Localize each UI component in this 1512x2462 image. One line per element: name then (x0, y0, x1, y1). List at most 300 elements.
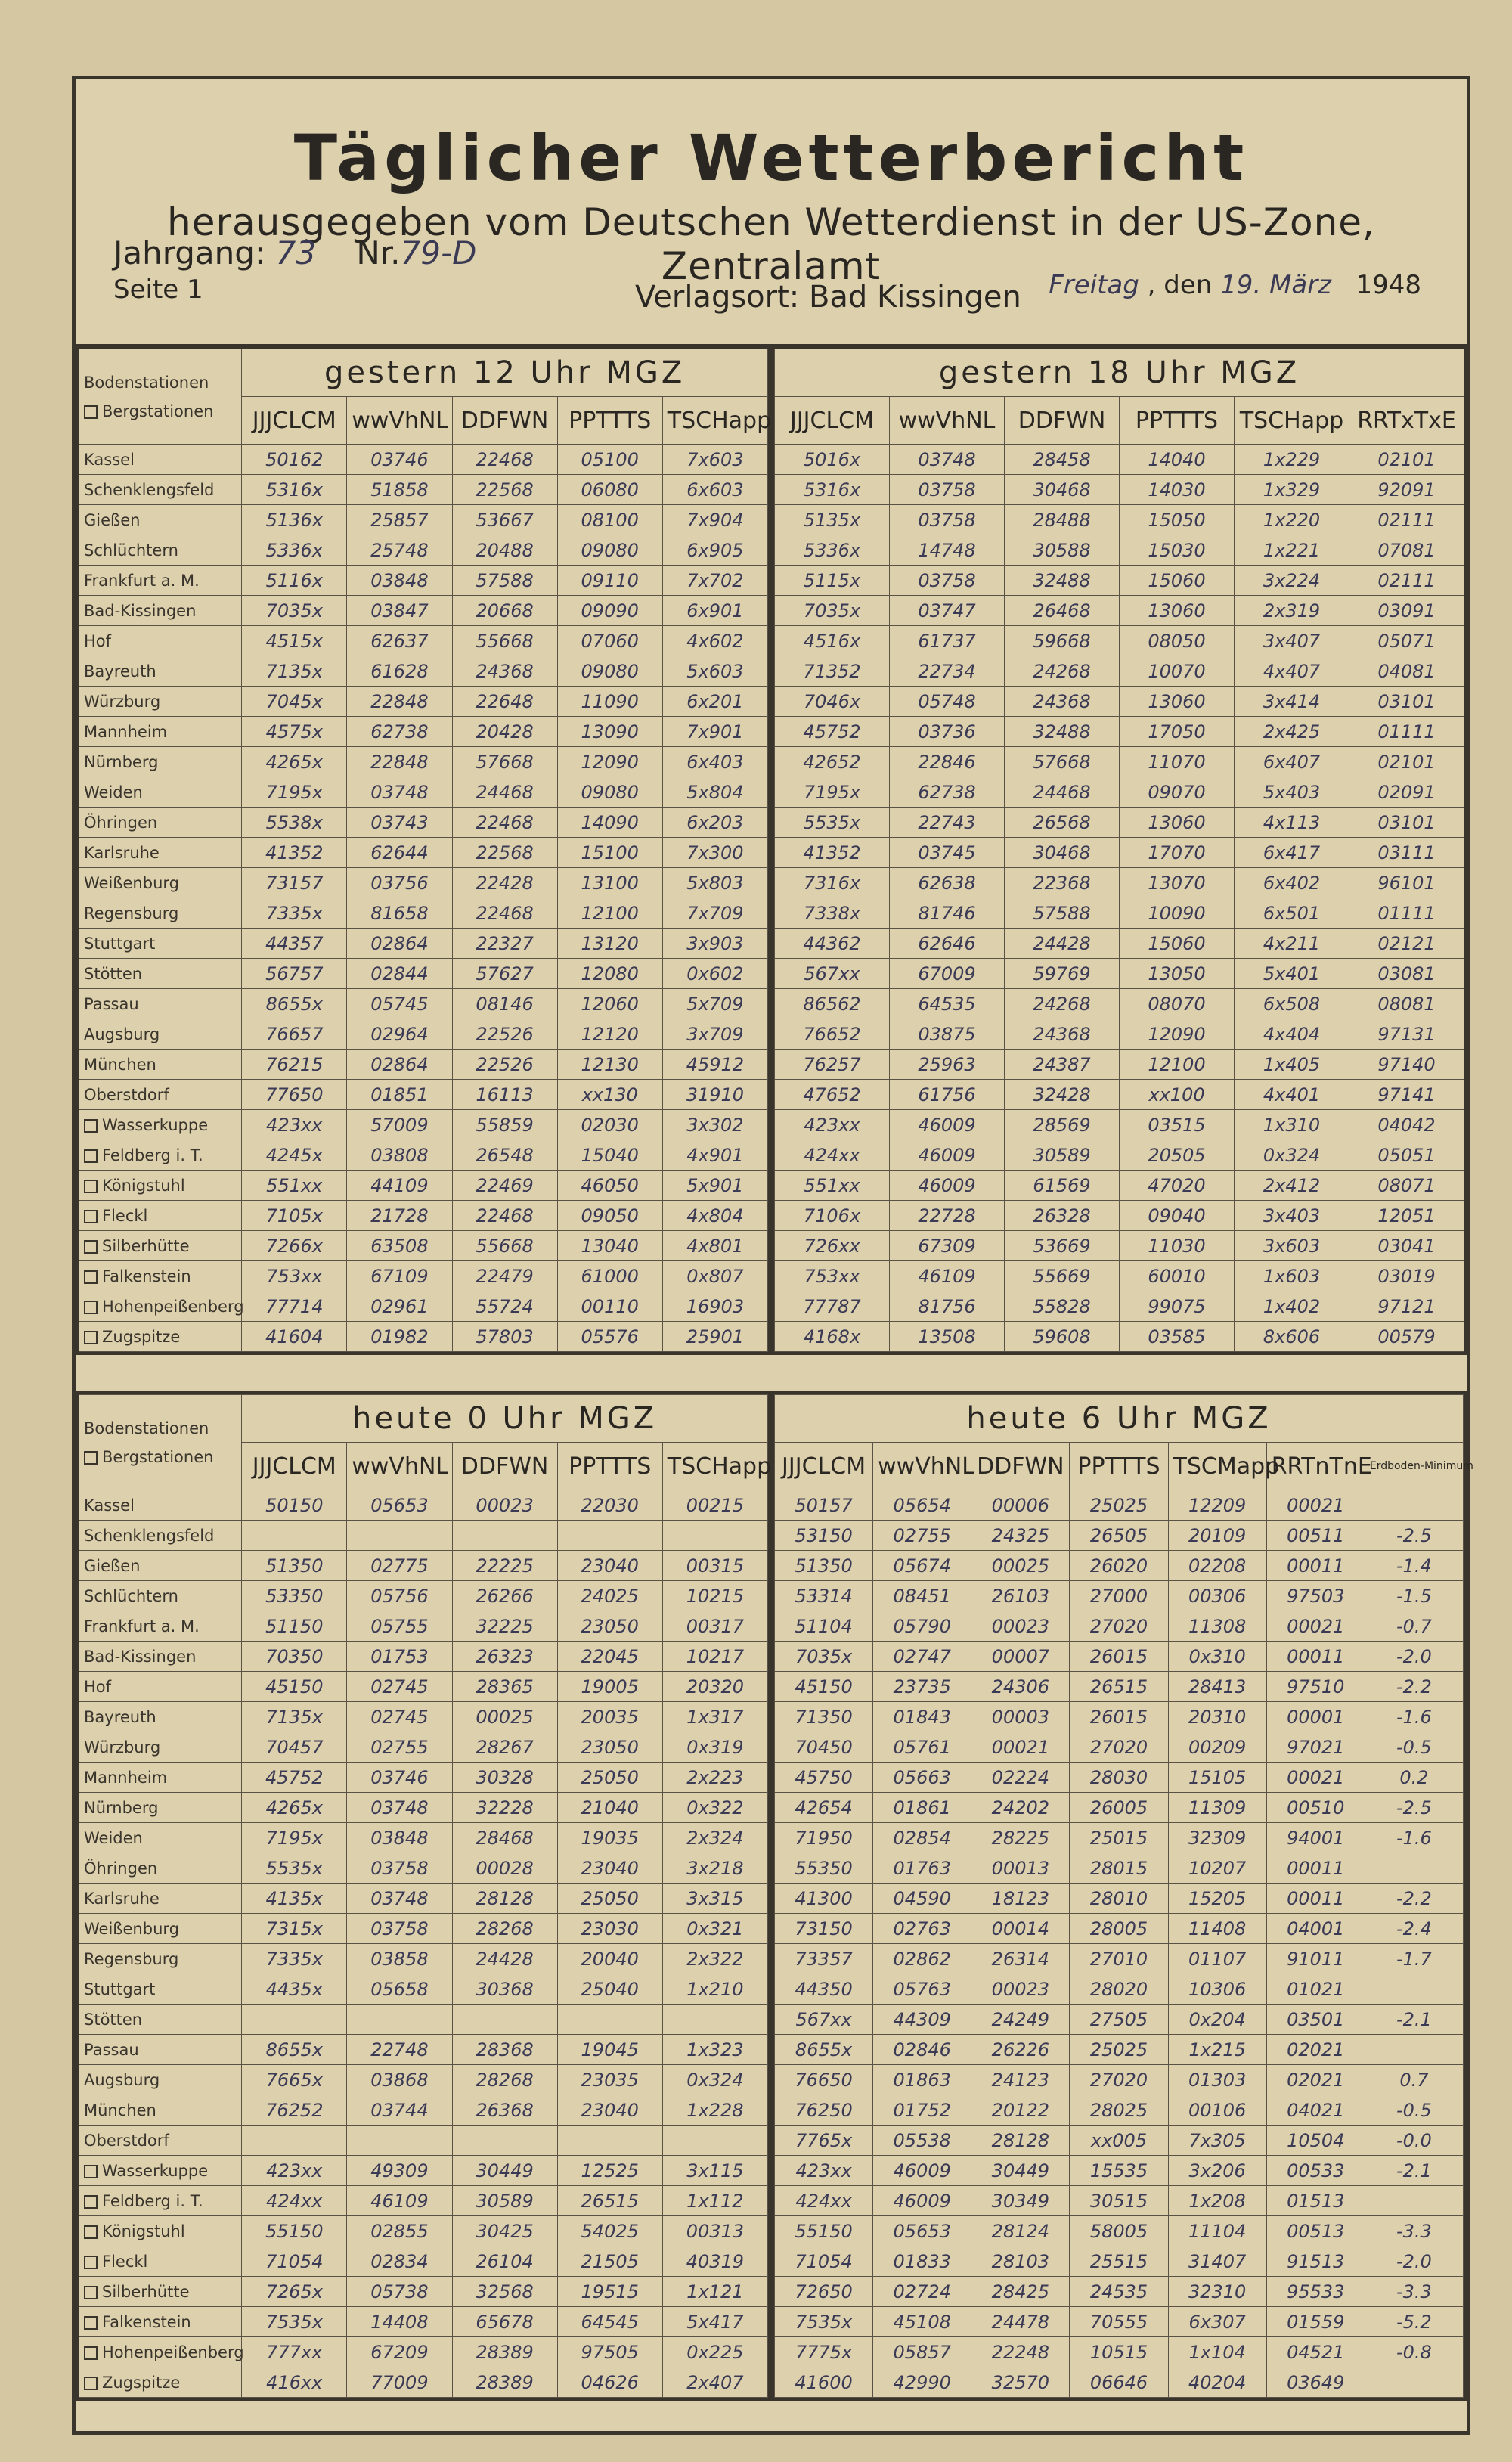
observation-value: 91011 (1266, 1944, 1365, 1974)
observation-value: -2.4 (1365, 1914, 1463, 1944)
table-row (79, 2246, 768, 2277)
observation-value: 1x104 (1168, 2337, 1266, 2367)
table-row (79, 505, 768, 535)
column-header: wwVhNL (873, 1443, 971, 1490)
observation-value: 56757 (242, 959, 347, 989)
observation-value: 53314 (775, 1581, 873, 1611)
observation-value: 5x401 (1235, 959, 1349, 989)
station-name: Wasserkuppe (79, 1110, 242, 1140)
observation-value: 7x709 (662, 898, 767, 929)
observation-value: 7195x (242, 777, 347, 808)
observation-value: 71352 (775, 656, 890, 687)
station-name: Gießen (79, 505, 242, 535)
observation-value: 15030 (1120, 535, 1235, 566)
observation-value: 6x203 (662, 808, 767, 838)
station-name: Weißenburg (79, 868, 242, 898)
observation-value: 1x215 (1168, 2035, 1266, 2065)
table-row (775, 2307, 1464, 2337)
observation-value: 53350 (242, 1581, 347, 1611)
observation-value: 03649 (1266, 2367, 1365, 2398)
observation-value: 77009 (347, 2367, 452, 2398)
observation-value: 03808 (347, 1140, 452, 1171)
observation-value: 47020 (1120, 1171, 1235, 1201)
observation-value: 76652 (775, 1019, 890, 1050)
observation-value: 0.2 (1365, 1763, 1463, 1793)
column-header: PPTTTS (1070, 1443, 1168, 1490)
observation-value: 21728 (347, 1201, 452, 1231)
observation-value: 15040 (557, 1140, 662, 1171)
observation-value: 00001 (1266, 1702, 1365, 1732)
table-row (775, 2277, 1464, 2307)
column-header: TSCMapp (1168, 1443, 1266, 1490)
observation-value (347, 2126, 452, 2156)
observation-value: 24268 (1005, 656, 1120, 687)
table-row (79, 898, 768, 929)
observation-value: 05658 (347, 1974, 452, 2005)
table-row (775, 2367, 1464, 2398)
station-name: Königstuhl (79, 2216, 242, 2246)
table-row (79, 1140, 768, 1171)
observation-value: 4x401 (1235, 1080, 1349, 1110)
table-row (79, 959, 768, 989)
table-row (79, 1702, 768, 1732)
observation-value: 02834 (347, 2246, 452, 2277)
table-row (775, 1611, 1464, 1642)
observation-value: 2x407 (662, 2367, 767, 2398)
observation-value: 03756 (347, 868, 452, 898)
observation-value: 20488 (452, 535, 557, 566)
observation-value: 00023 (452, 1490, 557, 1521)
observation-value: 416xx (242, 2367, 347, 2398)
observation-value: 2x322 (662, 1944, 767, 1974)
observation-value: 25963 (890, 1050, 1005, 1080)
report-subtitle: herausgegeben vom Deutschen Wetterdienst in der US-Zone, Zentralamt (167, 200, 1375, 288)
observation-value: 03019 (1349, 1261, 1464, 1291)
observation-value: 6x201 (662, 687, 767, 717)
table-row (775, 1642, 1464, 1672)
observation-value: 46109 (890, 1261, 1005, 1291)
observation-value: 24478 (971, 2307, 1070, 2337)
station-name: Passau (79, 2035, 242, 2065)
observation-value: 46009 (890, 1171, 1005, 1201)
observation-value: 32488 (1005, 566, 1120, 596)
station-name: Schenklengsfeld (79, 1521, 242, 1551)
observation-value: 02724 (873, 2277, 971, 2307)
observation-value: 3x603 (1235, 1231, 1349, 1261)
observation-value: 551xx (242, 1171, 347, 1201)
column-header: DDFWN (452, 397, 557, 445)
observation-value: 00533 (1266, 2156, 1365, 2186)
table-row (79, 2095, 768, 2126)
observation-value: 02864 (347, 929, 452, 959)
observation-value: 23030 (557, 1914, 662, 1944)
observation-value: 7x702 (662, 566, 767, 596)
observation-value: 00014 (971, 1914, 1070, 1944)
observation-value: 7265x (242, 2277, 347, 2307)
table-row (79, 1171, 768, 1201)
observation-value: 27020 (1070, 2065, 1168, 2095)
observation-value: 44109 (347, 1171, 452, 1201)
observation-value: 4x804 (662, 1201, 767, 1231)
observation-value: 20668 (452, 596, 557, 626)
station-name: Passau (79, 989, 242, 1019)
mountain-station-marker-icon (84, 1451, 98, 1465)
observation-value: 12100 (557, 898, 662, 929)
observation-value (1365, 1974, 1463, 2005)
table-row (79, 687, 768, 717)
observation-value: 62638 (890, 868, 1005, 898)
observation-value: 05745 (347, 989, 452, 1019)
observation-value: 31910 (662, 1080, 767, 1110)
observation-value: 7195x (242, 1823, 347, 1853)
observation-value: 55668 (452, 626, 557, 656)
observation-value: 24428 (1005, 929, 1120, 959)
station-name: Mannheim (79, 717, 242, 747)
observation-value: -2.2 (1365, 1672, 1463, 1702)
observation-value: 7045x (242, 687, 347, 717)
table-row (79, 1521, 768, 1551)
observation-value: 28005 (1070, 1914, 1168, 1944)
station-name: Fleckl (79, 1201, 242, 1231)
observation-value: 09070 (1120, 777, 1235, 808)
station-name: München (79, 2095, 242, 2126)
observation-value: 22648 (452, 687, 557, 717)
observation-value: 02747 (873, 1642, 971, 1672)
observation-value: 00021 (971, 1732, 1070, 1763)
observation-value: 01763 (873, 1853, 971, 1884)
station-name: Weiden (79, 1823, 242, 1853)
observation-value: 26005 (1070, 1793, 1168, 1823)
observation-value: 15050 (1120, 505, 1235, 535)
observation-value: 01752 (873, 2095, 971, 2126)
observation-value: 03848 (347, 566, 452, 596)
observation-value: 02844 (347, 959, 452, 989)
observation-value: 44309 (873, 2005, 971, 2035)
station-name: Bad-Kissingen (79, 596, 242, 626)
observation-value: 00011 (1266, 1551, 1365, 1581)
dateline (1049, 270, 1421, 300)
observation-value: 24025 (557, 1581, 662, 1611)
observation-value: 08071 (1349, 1171, 1464, 1201)
observation-value: 1x228 (662, 2095, 767, 2126)
column-header: JJJCLCM (775, 1443, 873, 1490)
nr-value: 79-D (400, 234, 477, 271)
observation-value: 57588 (452, 566, 557, 596)
observation-value: -2.1 (1365, 2005, 1463, 2035)
observation-value: 08081 (1349, 989, 1464, 1019)
mountain-station-marker-icon (84, 1270, 98, 1284)
observation-value: 04001 (1266, 1914, 1365, 1944)
table-row (79, 535, 768, 566)
observation-value: 81746 (890, 898, 1005, 929)
observation-table (79, 1394, 772, 2398)
station-name: Weiden (79, 777, 242, 808)
observation-value: 03111 (1349, 838, 1464, 868)
observation-value: 19035 (557, 1823, 662, 1853)
observation-value: 31407 (1168, 2246, 1266, 2277)
observation-value: 45150 (242, 1672, 347, 1702)
observation-value: 7x300 (662, 838, 767, 868)
table-row (775, 1261, 1464, 1291)
observation-value: 05790 (873, 1611, 971, 1642)
observation-value: 0.7 (1365, 2065, 1463, 2095)
observation-value: 04021 (1266, 2095, 1365, 2126)
observation-value: 41352 (775, 838, 890, 868)
mountain-station-marker-icon (84, 1331, 98, 1344)
observation-value: 08100 (557, 505, 662, 535)
observation-value: 4x407 (1235, 656, 1349, 687)
observation-value: 41604 (242, 1322, 347, 1352)
table-row (775, 1732, 1464, 1763)
observation-value: 5316x (775, 475, 890, 505)
observation-value: 7105x (242, 1201, 347, 1231)
observation-value: 10090 (1120, 898, 1235, 929)
table-row (775, 2337, 1464, 2367)
table-row (775, 656, 1464, 687)
bodenstationen-label: Bodenstationen (84, 373, 209, 392)
observation-value: 01111 (1349, 717, 1464, 747)
observation-value: 1x310 (1235, 1110, 1349, 1140)
observation-value: 13060 (1120, 596, 1235, 626)
observation-value: 03758 (890, 505, 1005, 535)
table-row (775, 1551, 1464, 1581)
station-name: Nürnberg (79, 1793, 242, 1823)
date: 19. März (1220, 270, 1332, 300)
nr-label: Nr. (356, 234, 401, 271)
table-row (79, 2156, 768, 2186)
column-header: wwVhNL (347, 397, 452, 445)
observation-value: 76250 (775, 2095, 873, 2126)
observation-value: 03858 (347, 1944, 452, 1974)
station-name: Falkenstein (79, 2307, 242, 2337)
observation-value: 03041 (1349, 1231, 1464, 1261)
observation-value: 05653 (347, 1490, 452, 1521)
observation-value: 3x709 (662, 1019, 767, 1050)
observation-value: 26015 (1070, 1702, 1168, 1732)
observation-value: 0x807 (662, 1261, 767, 1291)
observation-value: 61000 (557, 1261, 662, 1291)
observation-value: 03746 (347, 1763, 452, 1793)
column-header: DDFWN (1005, 397, 1120, 445)
observation-value: 7335x (242, 1944, 347, 1974)
mountain-station-marker-icon (84, 1210, 98, 1223)
observation-value: 07081 (1349, 535, 1464, 566)
observation-value: 45752 (242, 1763, 347, 1793)
column-header: JJJCLCM (775, 397, 890, 445)
observation-value: 26015 (1070, 1642, 1168, 1672)
observation-value: 00023 (971, 1974, 1070, 2005)
table-row (775, 1672, 1464, 1702)
observation-value: 40204 (1168, 2367, 1266, 2398)
observation-value: 7775x (775, 2337, 873, 2367)
observation-value (557, 2126, 662, 2156)
observation-value: 02862 (873, 1944, 971, 1974)
observation-value: 30328 (452, 1763, 557, 1793)
block-y12 (76, 346, 771, 1355)
observation-value: 4x602 (662, 626, 767, 656)
observation-value: 97505 (557, 2337, 662, 2367)
observation-value: 57668 (452, 747, 557, 777)
table-row (79, 1823, 768, 1853)
observation-value: 5535x (242, 1853, 347, 1884)
observation-value: 22743 (890, 808, 1005, 838)
observation-value: 00510 (1266, 1793, 1365, 1823)
table-row (79, 1853, 768, 1884)
jahrgang-value: 73 (275, 234, 316, 271)
observation-value: 01843 (873, 1702, 971, 1732)
observation-value: 6x501 (1235, 898, 1349, 929)
observation-value: 02964 (347, 1019, 452, 1050)
observation-value: 76650 (775, 2065, 873, 2095)
observation-value: 0x310 (1168, 1642, 1266, 1672)
observation-value: 03875 (890, 1019, 1005, 1050)
observation-value: 28569 (1005, 1110, 1120, 1140)
observation-value: 01833 (873, 2246, 971, 2277)
column-header: RRTnTnE (1266, 1443, 1365, 1490)
observation-value: 00028 (452, 1853, 557, 1884)
observation-value: 70457 (242, 1732, 347, 1763)
observation-value: 47652 (775, 1080, 890, 1110)
observation-value: 30468 (1005, 475, 1120, 505)
station-name: Kassel (79, 445, 242, 475)
observation-value: 05654 (873, 1490, 971, 1521)
station-name: Silberhütte (79, 2277, 242, 2307)
observation-value: 20320 (662, 1672, 767, 1702)
observation-value: 20035 (557, 1702, 662, 1732)
table-row (775, 1322, 1464, 1352)
observation-value: 4516x (775, 626, 890, 656)
table-row (775, 2216, 1464, 2246)
observation-value: 7x904 (662, 505, 767, 535)
table-row (79, 1672, 768, 1702)
observation-value: 3x115 (662, 2156, 767, 2186)
observation-value: 753xx (775, 1261, 890, 1291)
mountain-station-marker-icon (84, 2377, 98, 2390)
observation-value: 32568 (452, 2277, 557, 2307)
table-row (79, 1884, 768, 1914)
observation-value: 02111 (1349, 505, 1464, 535)
observation-value: 25025 (1070, 2035, 1168, 2065)
observation-value: 24368 (452, 656, 557, 687)
observation-value: 07060 (557, 626, 662, 656)
observation-value: 11090 (557, 687, 662, 717)
observation-value: 53150 (775, 1521, 873, 1551)
block-y18 (771, 346, 1467, 1355)
observation-value: 17050 (1120, 717, 1235, 747)
observation-value: 0x319 (662, 1732, 767, 1763)
station-name: Karlsruhe (79, 1884, 242, 1914)
table-row (79, 1763, 768, 1793)
observation-value: 3x903 (662, 929, 767, 959)
table-row (79, 2337, 768, 2367)
observation-value: 44357 (242, 929, 347, 959)
observation-value: 25040 (557, 1974, 662, 2005)
table-row (79, 2277, 768, 2307)
observation-value: 03758 (890, 566, 1005, 596)
observation-value: -0.0 (1365, 2126, 1463, 2156)
station-header (79, 1395, 242, 1490)
observation-value: 11070 (1120, 747, 1235, 777)
observation-value: -0.8 (1365, 2337, 1463, 2367)
observation-value: 7535x (775, 2307, 873, 2337)
observation-value: 24368 (1005, 687, 1120, 717)
observation-value: 45752 (775, 717, 890, 747)
observation-value: 0x321 (662, 1914, 767, 1944)
observation-value: 23040 (557, 1551, 662, 1581)
observation-value: 27000 (1070, 1581, 1168, 1611)
observation-value: 28488 (1005, 505, 1120, 535)
observation-value: 46109 (347, 2186, 452, 2216)
observation-value: 14748 (890, 535, 1005, 566)
station-name: Weißenburg (79, 1914, 242, 1944)
table-row (79, 1732, 768, 1763)
observation-value: 02763 (873, 1914, 971, 1944)
observation-value: 5135x (775, 505, 890, 535)
observation-value: 00511 (1266, 1521, 1365, 1551)
observation-value: 02208 (1168, 1551, 1266, 1581)
observation-value: 62738 (890, 777, 1005, 808)
observation-value: -3.3 (1365, 2216, 1463, 2246)
observation-value: 8655x (242, 2035, 347, 2065)
observation-value: 77714 (242, 1291, 347, 1322)
table-row (775, 838, 1464, 868)
observation-value: 00011 (1266, 1853, 1365, 1884)
observation-value: 23040 (557, 1853, 662, 1884)
station-name: Schlüchtern (79, 1581, 242, 1611)
observation-value: 19045 (557, 2035, 662, 2065)
observation-value: 61628 (347, 656, 452, 687)
observation-value: 28268 (452, 1914, 557, 1944)
column-header: PPTTTS (1120, 397, 1235, 445)
observation-value: 4x211 (1235, 929, 1349, 959)
station-name: Oberstdorf (79, 2126, 242, 2156)
observation-value: 46050 (557, 1171, 662, 1201)
mountain-station-marker-icon (84, 1149, 98, 1163)
observation-value: 26515 (1070, 1672, 1168, 1702)
observation-value: 13050 (1120, 959, 1235, 989)
table-row (775, 535, 1464, 566)
observation-value: 26368 (452, 2095, 557, 2126)
observation-value: 04042 (1349, 1110, 1464, 1140)
block-title: heute 6 Uhr MGZ (775, 1395, 1464, 1443)
observation-value: 22468 (452, 1201, 557, 1231)
station-name: Karlsruhe (79, 838, 242, 868)
station-name: Würzburg (79, 687, 242, 717)
observation-value: 30349 (971, 2186, 1070, 2216)
observation-value: 06646 (1070, 2367, 1168, 2398)
observation-value: 01861 (873, 1793, 971, 1823)
observation-value: 05763 (873, 1974, 971, 2005)
observation-value: 12090 (1120, 1019, 1235, 1050)
den-label: , den (1147, 270, 1213, 300)
table-row (775, 2095, 1464, 2126)
observation-value: 70350 (242, 1642, 347, 1672)
observation-value: 4265x (242, 747, 347, 777)
observation-value: 5x803 (662, 868, 767, 898)
observation-value: 26505 (1070, 1521, 1168, 1551)
observation-value: 28103 (971, 2246, 1070, 2277)
column-header: RRTxTxE (1349, 397, 1464, 445)
observation-value: 6x603 (662, 475, 767, 505)
observation-value: 41600 (775, 2367, 873, 2398)
observation-value: 51150 (242, 1611, 347, 1642)
observation-value: 30449 (452, 2156, 557, 2186)
observation-value: 01107 (1168, 1944, 1266, 1974)
observation-value: 00023 (971, 1611, 1070, 1642)
observation-value: 27020 (1070, 1611, 1168, 1642)
observation-value: 22728 (890, 1201, 1005, 1231)
station-name: Bayreuth (79, 1702, 242, 1732)
